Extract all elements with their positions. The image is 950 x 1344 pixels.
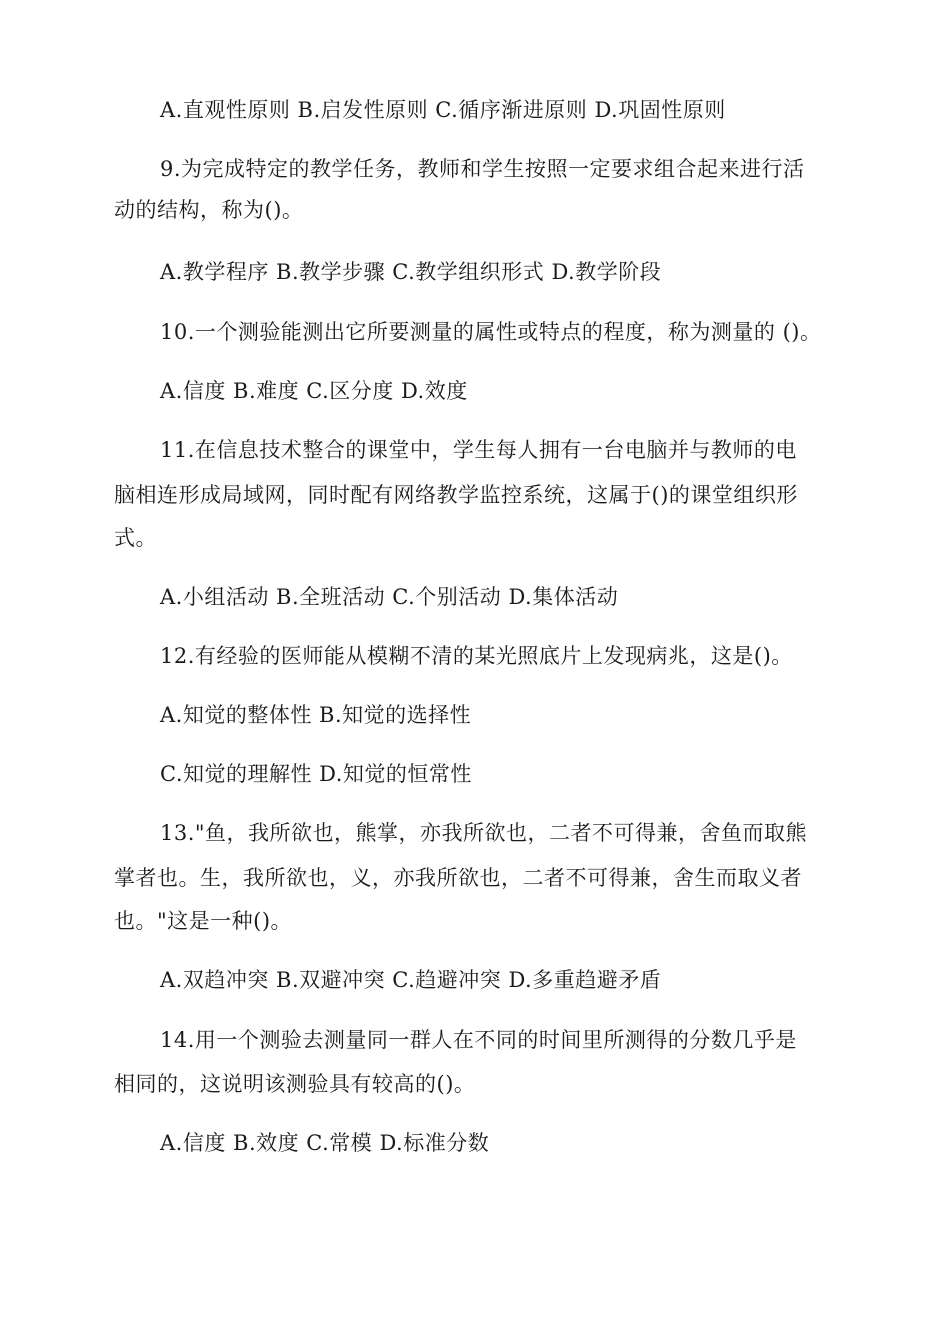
q13-stem-line-2: 掌者也。生，我所欲也，义，亦我所欲也，二者不可得兼，舍生而取义者 (114, 866, 802, 890)
q11-stem-line-1: 11.在信息技术整合的课堂中，学生每人拥有一台电脑并与教师的电 (160, 438, 797, 462)
q12-options-line-2: C.知觉的理解性 D.知觉的恒常性 (160, 762, 472, 786)
q9-options: A.教学程序 B.教学步骤 C.教学组织形式 D.教学阶段 (160, 260, 662, 284)
q13-options: A.双趋冲突 B.双避冲突 C.趋避冲突 D.多重趋避矛盾 (160, 968, 662, 992)
q9-stem-line-2: 动的结构，称为()。 (114, 198, 304, 222)
q14-stem-line-1: 14.用一个测验去测量同一群人在不同的时间里所测得的分数几乎是 (160, 1028, 797, 1052)
q11-stem-line-2: 脑相连形成局域网，同时配有网络教学监控系统，这属于()的课堂组织形 (114, 483, 798, 507)
q11-options: A.小组活动 B.全班活动 C.个别活动 D.集体活动 (160, 585, 619, 609)
q14-stem-line-2: 相同的，这说明该测验具有较高的()。 (114, 1072, 476, 1096)
q13-stem-line-1: 13."鱼，我所欲也，熊掌，亦我所欲也，二者不可得兼，舍鱼而取熊 (160, 821, 808, 845)
q10-stem: 10.一个测验能测出它所要测量的属性或特点的程度，称为测量的 ()。 (160, 320, 822, 344)
q8-options: A.直观性原则 B.启发性原则 C.循序渐进原则 D.巩固性原则 (160, 98, 726, 122)
q10-options: A.信度 B.难度 C.区分度 D.效度 (160, 379, 468, 403)
q14-options: A.信度 B.效度 C.常模 D.标准分数 (160, 1131, 490, 1155)
q13-stem-line-3: 也。"这是一种()。 (114, 909, 293, 933)
q12-stem: 12.有经验的医师能从模糊不清的某光照底片上发现病兆，这是()。 (160, 644, 793, 668)
q9-stem-line-1: 9.为完成特定的教学任务，教师和学生按照一定要求组合起来进行活 (160, 157, 805, 181)
q12-options-line-1: A.知觉的整体性 B.知觉的选择性 (160, 703, 472, 727)
q11-stem-line-3: 式。 (114, 526, 157, 550)
